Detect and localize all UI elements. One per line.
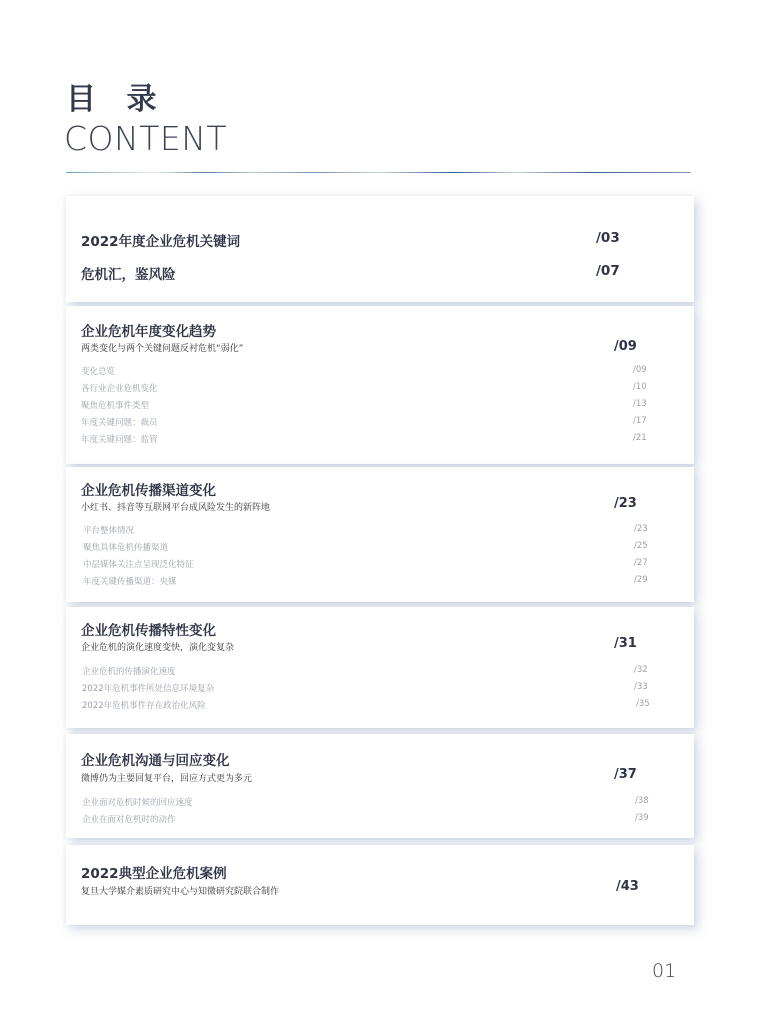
section-page[interactable]: /31 (614, 636, 637, 651)
toc-item-page[interactable]: /27 (634, 558, 648, 568)
toc-item-label[interactable]: 平台整体情况 (83, 526, 135, 536)
toc-item-label[interactable]: 聚焦危机事件类型 (81, 401, 150, 411)
toc-item-label[interactable]: 2022年危机事件所处信息环境复杂 (82, 684, 215, 694)
toc-item-label[interactable]: 年度关键传播渠道：央媒 (83, 577, 177, 587)
toc-entry-title[interactable]: 2022年度企业危机关键词 (81, 234, 241, 250)
toc-item-label[interactable]: 年度关键问题：监管 (81, 435, 158, 445)
page-title-en: CONTENT (64, 119, 228, 158)
toc-card-keywords (66, 196, 694, 302)
section-subtitle: 两类变化与两个关键问题反衬危机“弱化” (81, 344, 244, 354)
toc-item-page[interactable]: /39 (635, 813, 649, 823)
toc-item-label[interactable]: 企业面对危机时候的回应速度 (82, 798, 193, 808)
toc-item-label[interactable]: 企业危机的传播演化速度 (82, 667, 176, 677)
toc-item-label[interactable]: 变化总览 (81, 367, 116, 377)
section-title[interactable]: 企业危机传播特性变化 (81, 623, 216, 639)
toc-card-trends (66, 306, 694, 464)
toc-item-page[interactable]: /23 (634, 524, 648, 534)
page-title-cn: 目 录 (66, 82, 167, 117)
header-divider (66, 172, 691, 173)
toc-item-page[interactable]: /09 (633, 365, 647, 375)
section-title[interactable]: 企业危机年度变化趋势 (81, 324, 216, 340)
toc-item-label[interactable]: 中层媒体关注点呈现泛化特征 (83, 560, 194, 570)
toc-item-page[interactable]: /17 (633, 416, 647, 426)
section-subtitle: 小红书、抖音等互联网平台成风险发生的新阵地 (81, 503, 271, 513)
page-number: 01 (652, 960, 677, 982)
section-page[interactable]: /23 (614, 496, 637, 511)
toc-entry-title[interactable]: 危机汇，鉴风险 (81, 267, 176, 283)
toc-item-label[interactable]: 年度关键问题：裁员 (81, 418, 158, 428)
toc-item-page[interactable]: /10 (633, 382, 647, 392)
toc-item-page[interactable]: /13 (633, 399, 647, 409)
toc-item-label[interactable]: 各行业企业危机变化 (81, 384, 158, 394)
toc-item-page[interactable]: /32 (634, 665, 648, 675)
section-subtitle: 微博仍为主要回复平台，回应方式更为多元 (81, 774, 253, 784)
toc-item-page[interactable]: /35 (636, 699, 650, 709)
toc-item-page[interactable]: /33 (634, 682, 648, 692)
toc-card-communication (66, 734, 694, 838)
section-title[interactable]: 企业危机传播渠道变化 (81, 483, 216, 499)
toc-item-label[interactable]: 企业在面对危机时的动作 (82, 815, 176, 825)
toc-item-label[interactable]: 2022年危机事件存在政治化风险 (82, 701, 206, 711)
section-title[interactable]: 2022典型企业危机案例 (81, 866, 227, 882)
toc-card-channels (66, 467, 694, 602)
section-title[interactable]: 企业危机沟通与回应变化 (81, 753, 230, 769)
toc-card-characteristics (66, 607, 694, 728)
toc-entry-page[interactable]: /03 (596, 230, 620, 246)
toc-item-page[interactable]: /21 (633, 433, 647, 443)
section-subtitle: 企业危机的演化速度变快，演化变复杂 (81, 643, 235, 653)
toc-item-page[interactable]: /38 (635, 796, 649, 806)
toc-item-page[interactable]: /25 (634, 541, 648, 551)
section-page[interactable]: /43 (616, 879, 639, 894)
toc-card-cases (66, 845, 694, 925)
section-subtitle: 复旦大学媒介素质研究中心与知微研究院联合制作 (81, 887, 280, 897)
section-page[interactable]: /37 (614, 767, 637, 782)
section-page[interactable]: /09 (614, 339, 637, 354)
toc-entry-page[interactable]: /07 (596, 263, 620, 279)
toc-item-label[interactable]: 聚焦具体危机传播渠道 (83, 543, 169, 553)
toc-item-page[interactable]: /29 (634, 575, 648, 585)
